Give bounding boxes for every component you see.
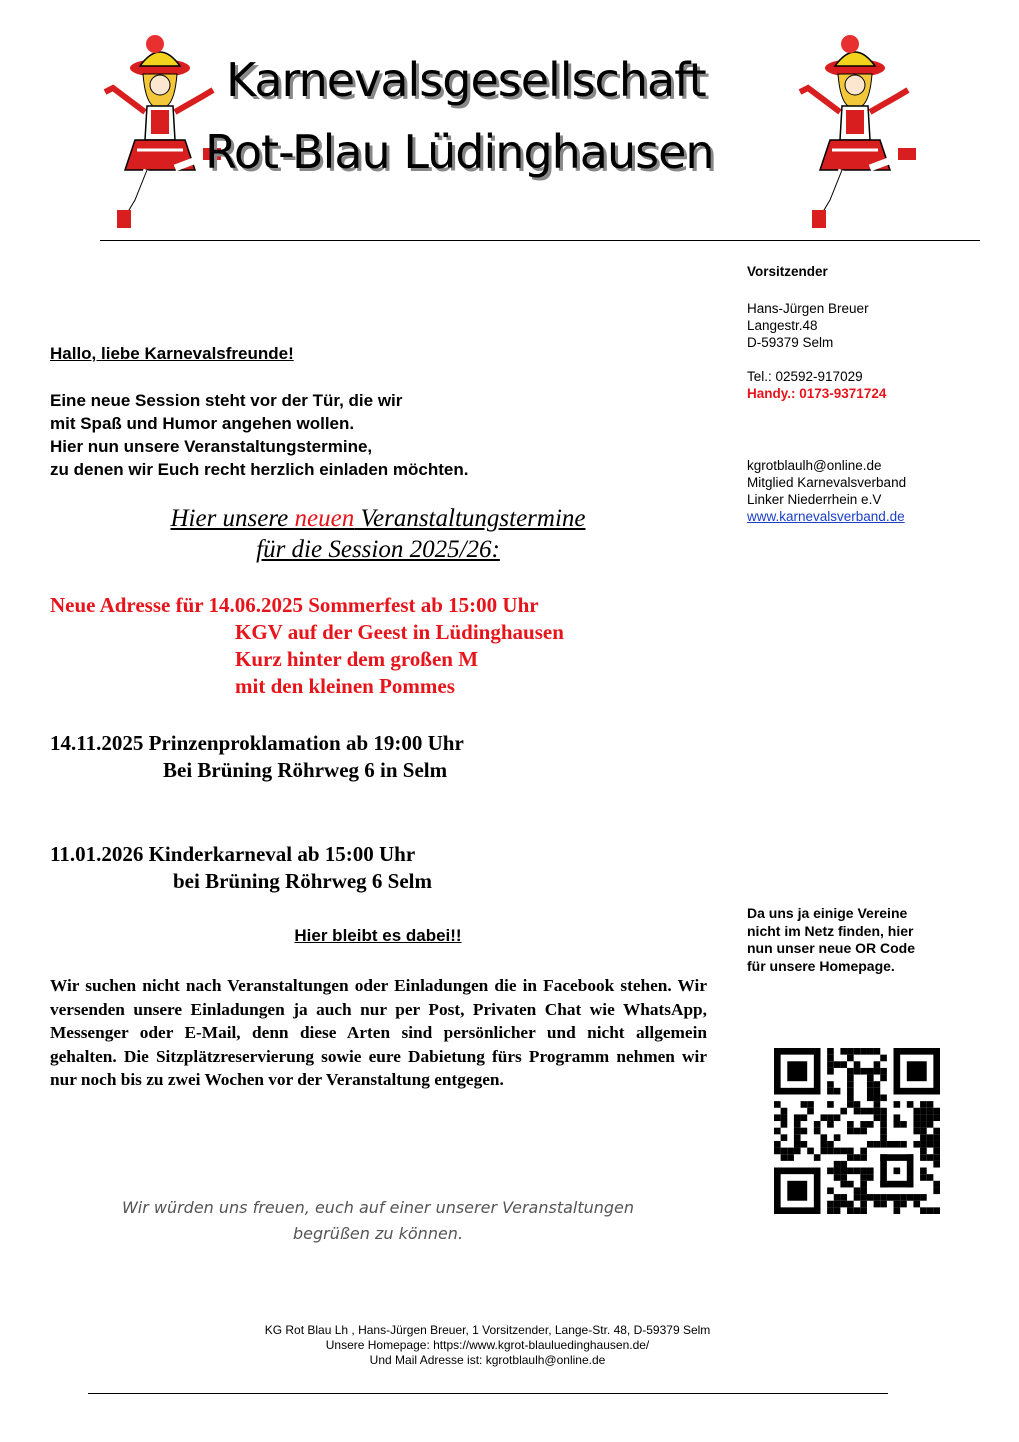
footer-line-2: Unsere Homepage: https://www.kgrot-blauluedinghausen.de/ [325,1338,650,1352]
intro-line-1: Eine neue Session steht vor der Tür, die wir [50,391,403,410]
dancer-right-image [790,30,920,230]
heading-highlight: neuen [294,505,355,532]
intro-line-4: zu denen wir Euch recht herzlich einladen möchten. [50,460,469,479]
chairman-street: Langestr.48 [747,318,818,333]
event-summerfest-line-3: Kurz hinter dem großen M [235,647,479,671]
footer-divider [88,1393,888,1394]
chairman-city: D-59379 Selm [747,335,834,350]
chairman-name: Hans-Jürgen Breuer [747,301,869,316]
contact-email: kgrotblaulh@online.de [747,458,882,473]
heading-part-1: Hier unsere [170,505,295,532]
remain-text: Hier bleibt es dabei!! [294,926,462,945]
qr-caption-line-1: Da uns ja einige Vereine [747,905,908,921]
event-prinzenproklamation [50,730,464,784]
closing-line-2: begrüßen zu können. [292,1224,464,1243]
intro-text [50,389,468,481]
chairman-tel: Tel.: 02592-917029 [747,369,863,384]
chairman-handy: Handy.: 0173-9371724 [747,386,887,401]
closing-text [50,1195,706,1247]
intro-line-2: mit Spaß und Humor angehen wollen. [50,414,355,433]
footer-line-1: KG Rot Blau Lh , Hans-Jürgen Breuer, 1 Vorsitzender, Lange-Str. 48, D-59379 Selm [264,1323,711,1337]
footer-line-3: Und Mail Adresse ist: kgrotblaulh@online.de [369,1353,606,1367]
greeting: Hallo, liebe Karnevalsfreunde! [50,344,294,363]
event-summerfest-line-1: Neue Adresse für 14.06.2025 Sommerfest ab 15:00 Uhr [50,593,539,617]
heading-line-2: für die Session 2025/26: [256,536,500,563]
title-line-1: Karnevalsgesellschaft [226,53,706,107]
event-prinzen-line-1: 14.11.2025 Prinzenproklamation ab 19:00 Uhr [50,731,464,755]
chairman-label: Vorsitzender [747,264,828,279]
qr-code-image[interactable] [774,1048,940,1214]
remain-note [50,924,706,947]
events-heading [50,503,706,565]
footer [90,1323,885,1368]
event-summerfest-line-2: KGV auf der Geest in Lüdinghausen [235,620,564,644]
event-kinder-line-1: 11.01.2026 Kinderkarneval ab 15:00 Uhr [50,842,416,866]
qr-caption-line-3: nun unser neue OR Code [747,940,916,956]
qr-caption [747,905,1007,975]
intro-line-3: Hier nun unsere Veranstaltungstermine, [50,437,373,456]
karnevalsverband-link[interactable]: www.karnevalsverband.de [747,509,905,524]
event-summerfest [50,592,564,700]
sidebar-contact [747,263,1007,525]
membership-line-1: Mitglied Karnevalsverband [747,475,907,490]
title-line-2: Rot-Blau Lüdinghausen [205,125,714,179]
closing-line-1: Wir würden uns freuen, euch auf einer unserer Veranstaltungen [121,1198,635,1217]
qr-caption-line-4: für unsere Homepage. [747,957,895,974]
qr-caption-line-2: nicht im Netz finden, hier [747,922,914,939]
event-kinderkarneval [50,841,432,895]
header-divider [100,240,980,241]
event-summerfest-line-4: mit den kleinen Pommes [235,674,455,698]
event-prinzen-line-2: Bei Brüning Röhrweg 6 in Selm [163,758,448,782]
event-kinder-line-2: bei Brüning Röhrweg 6 Selm [173,869,433,893]
membership-line-2: Linker Niederrhein e.V [747,492,882,507]
info-paragraph: Wir suchen nicht nach Veranstaltungen oder Einladungen die in Facebook stehen. Wir versenden unsere Einladungen ja auch nur per Post, Privaten Chat wie WhatsApp, Messenger oder E-Mail, denn diese Arten sind persönlicher und nicht allgemein gehalten. Die Sitzplätzreservierung sowie eure Dabietung fürs Programm nehmen wir nur noch bis zu zwei Wochen vor der Veranstaltung entgegen. [50,976,707,1089]
heading-part-2: Veranstaltungstermine [354,505,586,532]
